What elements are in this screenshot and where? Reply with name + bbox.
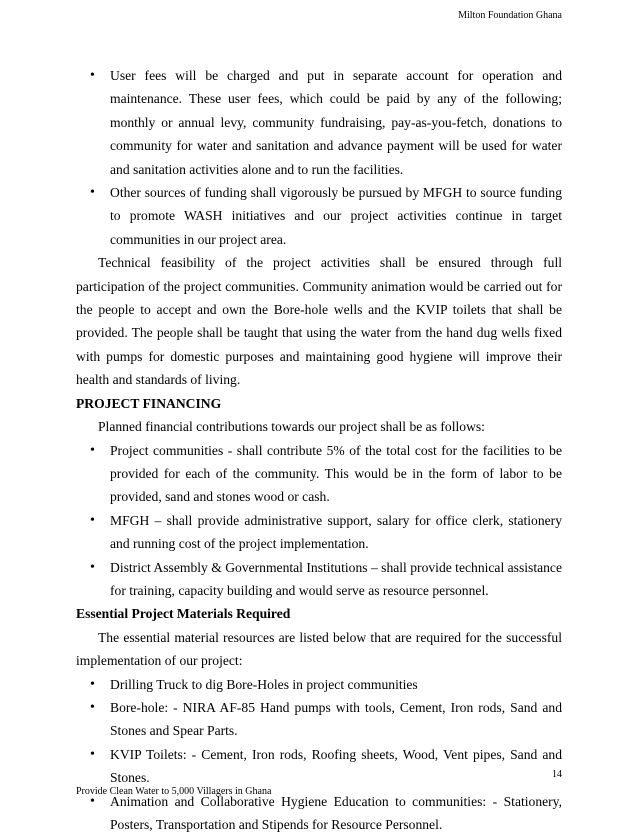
technical-feasibility-paragraph: Technical feasibility of the project activities shall be ensured through full participation of the project communities. Community animation would be carried out for the people to accept and own the Bore-hole wells and the KVIP toilets that shall be provided. The people shall be taught that using the water from the hand dug wells fixed with pumps for domestic purposes and maintaining good hygiene will improve their health and standards of living. (76, 255, 562, 388)
list-item: • Animation and Collaborative Hygiene Education to communities: - Stationery, Posters, Transportation and Stipends for Resource Personnel. (76, 790, 562, 836)
materials-intro-paragraph: The essential material resources are listed below that are required for the successful implementation of our project: (76, 629, 562, 669)
section-heading-materials: Essential Project Materials Required (76, 606, 291, 622)
list-item: • Bore-hole: - NIRA AF-85 Hand pumps with tools, Cement, Iron rods, Sand and Stones and Spear Parts. (76, 696, 562, 743)
list-item: • KVIP Toilets: - Cement, Iron rods, Roofing sheets, Wood, Vent pipes, Sand and Stones. (76, 743, 562, 790)
list-item: • District Assembly & Governmental Institutions – shall provide technical assistance for training, capacity building and would serve as resource personnel. (76, 556, 562, 603)
list-item: • MFGH – shall provide administrative support, salary for office clerk, stationery and running cost of the project implementation. (76, 509, 562, 556)
section-heading-financing: PROJECT FINANCING (76, 395, 222, 411)
list-item: • Project communities - shall contribute 5% of the total cost for the facilities to be provided for each of the community. This would be in the form of labor to be provided, sand and stones wood or cash. (76, 439, 562, 509)
financing-bullet-list (76, 439, 562, 603)
list-item: • Other sources of funding shall vigorously be pursued by MFGH to source funding to promote WASH initiatives and our project activities continue in target communities in our project area. (76, 181, 562, 251)
financing-intro-paragraph: Planned financial contributions towards our project shall be as follows: (98, 419, 485, 435)
page-body (76, 64, 562, 836)
page-number: 14 (552, 769, 562, 780)
funding-bullet-list (76, 64, 562, 251)
page-header: Milton Foundation Ghana (458, 10, 562, 21)
list-item: • Drilling Truck to dig Bore-Holes in project communities (76, 673, 562, 696)
page-footer: Provide Clean Water to 5,000 Villagers in Ghana (76, 786, 272, 797)
list-item: • User fees will be charged and put in separate account for operation and maintenance. These user fees, which could be paid by any of the following; monthly or annual levy, community fundraising, pay-as-you-fetch, donations to community for water and sanitation and advance payment will be used for water and sanitation activities alone and to run the facilities. (76, 64, 562, 181)
materials-bullet-list (76, 673, 562, 836)
